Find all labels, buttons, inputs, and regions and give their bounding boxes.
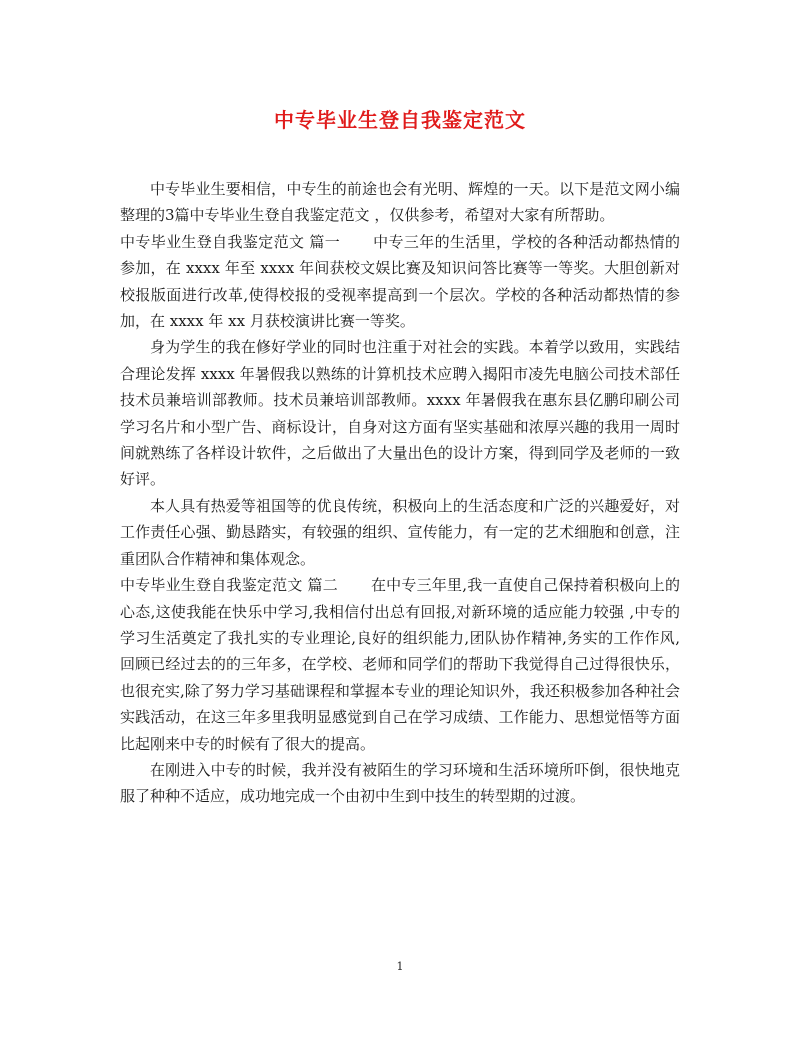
- section-2-heading: 中专毕业生登自我鉴定范文 篇二: [120, 576, 338, 595]
- section-2-first-paragraph: [120, 572, 680, 757]
- intro-paragraph: 中专毕业生要相信，中专生的前途也会有光明、辉煌的一天。以下是范文网小编整理的3篇中专毕业生登自我鉴定范文 ，仅供参考，希望对大家有所帮助。: [120, 180, 680, 225]
- page-number: 1: [396, 960, 404, 973]
- section-1-paragraph-3: 本人具有热爱等祖国等的优良传统，积极向上的生活态度和广泛的兴趣爱好，对工作责任心强、勤恳踏实，有较强的组织、宣传能力，有一定的艺术细胞和创意，注重团队合作精神和集体观念。: [120, 496, 680, 568]
- document-body: [120, 176, 680, 810]
- section-1-first-text: 中专三年的生活里，学校的各种活动都热情的参加，在 xxxx 年至 xxxx 年间获校文娱比赛及知识问答比赛等一等奖。大胆创新对校报版面进行改革,使得校报的受视率提高到一个层次。学校的各种活动都热情的参加，在 xxxx 年 xx 月获校演讲比赛一等奖。: [120, 232, 680, 331]
- section-1-heading: 中专毕业生登自我鉴定范文 篇一: [120, 232, 341, 251]
- document-title: 中专毕业生登自我鉴定范文: [274, 108, 526, 132]
- section-1-paragraph-2: 身为学生的我在修好学业的同时也注重于对社会的实践。本着学以致用，实践结合理论发挥 xxxx 年暑假我以熟练的计算机技术应聘入揭阳市凌先电脑公司技术部任技术员兼培训部教师。技术员兼培训部教师。xxxx 年暑假我在惠东县亿鹏印刷公司学习名片和小型广告、商标设计，自身对这方面有坚实基础和浓厚兴趣的我用一周时间就熟练了各样设计软件，之后做出了大量出色的设计方案，得到同学及老师的一致好评。: [120, 338, 680, 489]
- section-2-first-text: 在中专三年里,我一直使自己保持着积极向上的心态,这使我能在快乐中学习,我相信付出总有回报,对新环境的适应能力较强 ,中专的学习生活奠定了我扎实的专业理论,良好的组织能力,团队协作精神,务实的工作作风, 回顾已经过去的的三年多，在学校、老师和同学们的帮助下我觉得自己过得很快乐，也很充实,除了努力学习基础课程和掌握本专业的理论知识外，我还积极参加各种社会实践活动，在这三年多里我明显感觉到自己在学习成绩、工作能力、思想觉悟等方面比起刚来中专的时候有了很大的提高。: [120, 576, 680, 753]
- section-1-first-paragraph: [120, 229, 680, 335]
- section-2-paragraph-2: 在刚进入中专的时候，我并没有被陌生的学习环境和生活环境所吓倒，很快地克服了种种不适应，成功地完成一个由初中生到中技生的转型期的过渡。: [120, 760, 680, 806]
